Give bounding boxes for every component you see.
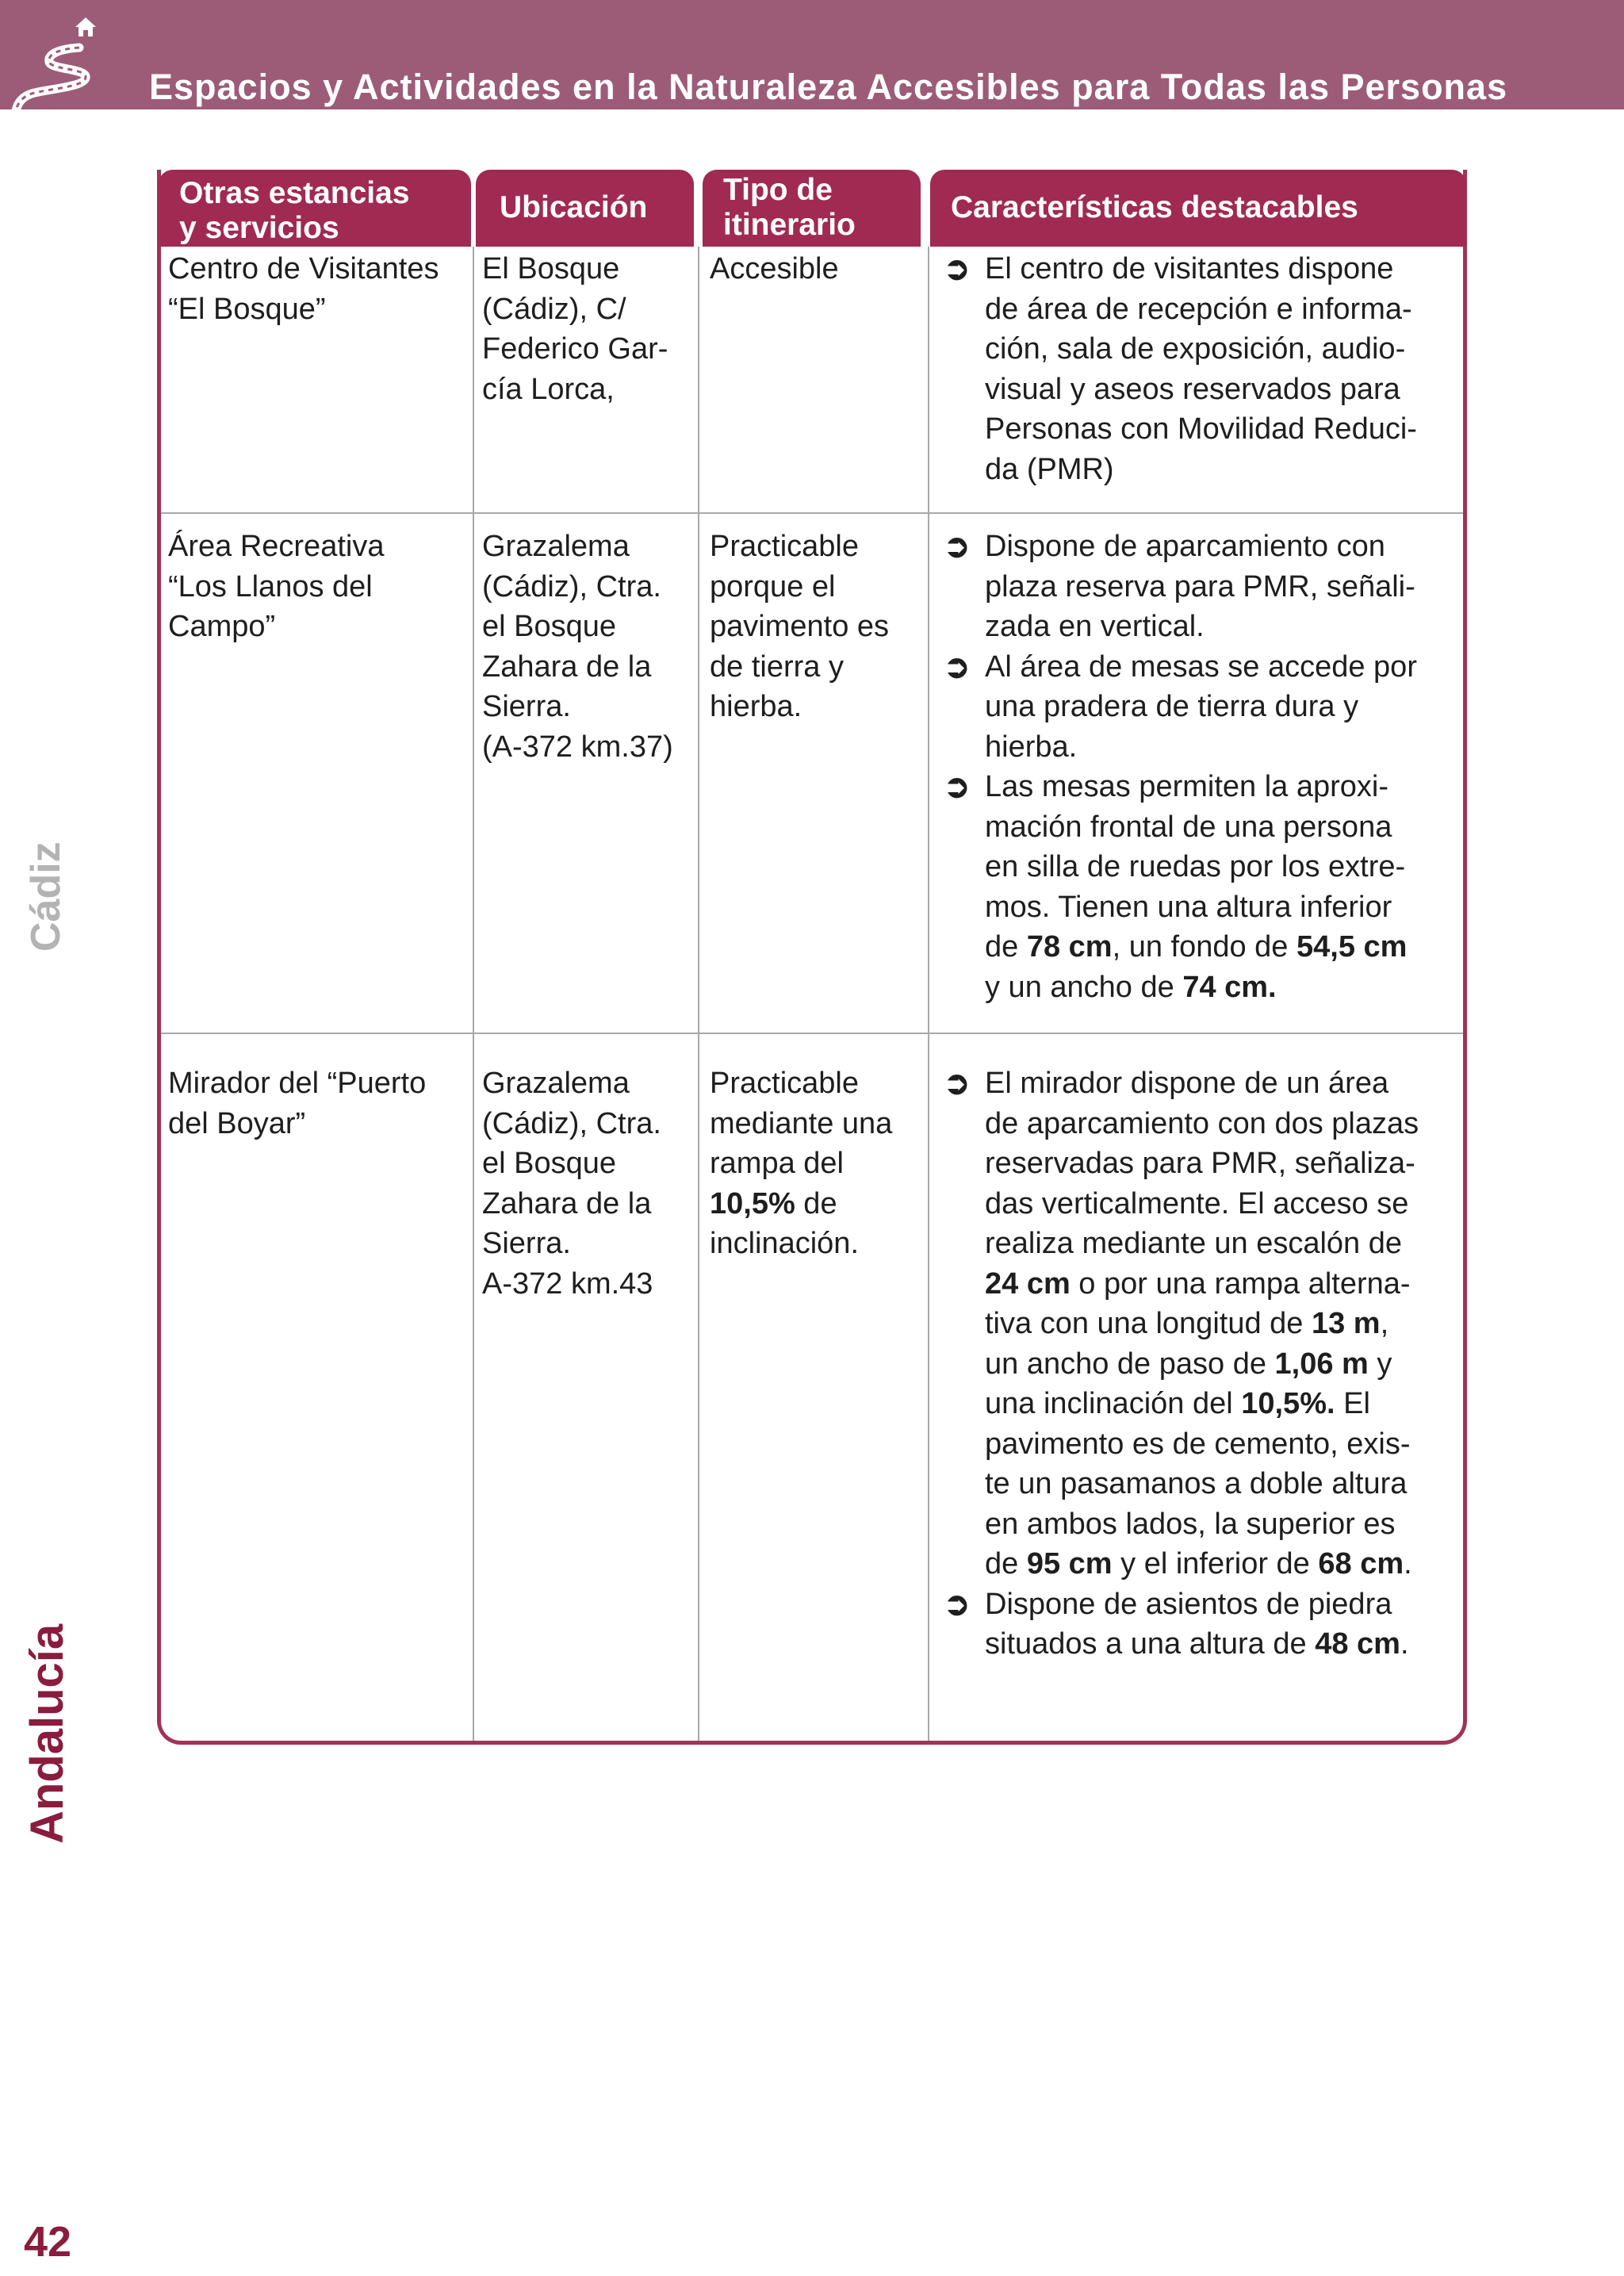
circled-arrow-bullet-icon: ➲ xyxy=(944,529,971,564)
page-number: 42 xyxy=(24,2218,72,2266)
column-divider xyxy=(473,247,474,1741)
column-divider xyxy=(928,247,929,1741)
feature-text: El centro de visitantes dispone de área de recepción e informa- ción, sala de exposición, audio- visual y aseos reservados para Personas con Movilidad Reduci- da (PMR) xyxy=(985,252,1417,486)
feature-text: Dispone de aparcamiento con plaza reserva para PMR, señali- zada en vertical. xyxy=(985,530,1415,643)
feature-text: Al área de mesas se accede por una pradera de tierra dura y hierba. xyxy=(985,649,1417,764)
column-header-features-label: Características destacables xyxy=(951,190,1358,224)
column-header-itinerary-label: Tipo de itinerario xyxy=(723,173,856,242)
table-row-3-location xyxy=(482,1063,696,1304)
circled-arrow-bullet-icon: ➲ xyxy=(944,649,971,684)
table-row-1-itinerary xyxy=(710,249,924,289)
column-header-itinerary xyxy=(703,170,921,247)
winding-path-house-icon xyxy=(0,0,119,119)
circled-arrow-bullet-icon: ➲ xyxy=(944,1586,971,1622)
row-divider xyxy=(161,1033,1463,1034)
cell-text: Accesible xyxy=(710,252,839,285)
circled-arrow-bullet-icon: ➲ xyxy=(944,769,971,804)
row-divider xyxy=(161,512,1463,514)
feature-item xyxy=(944,647,1459,768)
table-row-2-name xyxy=(168,527,476,647)
table-row-3-itinerary xyxy=(710,1063,924,1264)
feature-item xyxy=(944,1584,1459,1665)
feature-item xyxy=(944,527,1459,647)
header-title: Espacios y Actividades en la Naturaleza Accesibles para Todas las Personas xyxy=(149,67,1508,107)
cell-text: Área Recreativa “Los Llanos del Campo” xyxy=(168,530,385,643)
table-row-2-itinerary xyxy=(710,527,924,727)
table-row-3-name xyxy=(168,1063,476,1144)
column-divider xyxy=(698,247,699,1741)
table-row-3-features xyxy=(944,1063,1459,1665)
circled-arrow-bullet-icon: ➲ xyxy=(944,1066,971,1101)
circled-arrow-bullet-icon: ➲ xyxy=(944,251,971,286)
column-header-services xyxy=(159,170,471,247)
cell-text: Practicable mediante una rampa del 10,5% de inclinación. xyxy=(710,1067,893,1260)
column-header-features xyxy=(930,170,1466,247)
cell-text: Practicable porque el pavimento es de tierra y hierba. xyxy=(710,530,890,723)
cell-text: El Bosque (Cádiz), C/ Federico Gar- cía Lorca, xyxy=(482,252,668,406)
cell-text: Centro de Visitantes “El Bosque” xyxy=(168,252,439,326)
feature-item xyxy=(944,249,1459,489)
cell-text: Mirador del “Puerto del Boyar” xyxy=(168,1067,427,1140)
feature-item xyxy=(944,767,1459,1007)
column-header-location-label: Ubicación xyxy=(500,190,648,224)
side-province-label: Cádiz xyxy=(23,841,69,952)
feature-text: Las mesas permiten la aproxi- mación frontal de una persona en silla de ruedas por los extre- mos. Tienen una altura inferior de 78 cm, un fondo de 54,5 cm y un ancho de 74 cm. xyxy=(985,770,1408,1004)
table-row-1-features xyxy=(944,249,1459,489)
cell-text: Grazalema (Cádiz), Ctra. el Bosque Zahara de la Sierra. A-372 km.43 xyxy=(482,1067,661,1301)
column-header-location xyxy=(476,170,694,247)
side-region-label: Andalucía xyxy=(21,1623,73,1844)
feature-text: Dispone de asientos de piedra situados a una altura de 48 cm. xyxy=(985,1587,1409,1661)
table-row-2-location xyxy=(482,527,696,767)
table-row-1-name xyxy=(168,249,476,329)
table-row-2-features xyxy=(944,527,1459,1007)
column-header-services-label: Otras estancias y servicios xyxy=(179,176,410,245)
table-row-1-location xyxy=(482,249,696,409)
feature-text: El mirador dispone de un área de aparcamiento con dos plazas reservadas para PMR, señaliza- das verticalmente. El acceso se realiza mediante un escalón de 24 cm o por una rampa alterna- tiva con una longitud de 13 m, un ancho de paso de 1,06 m y una inclinación del 10,5%. El pavimento es de cemento, exis- te un pasamanos a doble altura en ambos lados, la superior es de 95 cm y el inferior de 68 cm. xyxy=(985,1067,1419,1581)
cell-text: Grazalema (Cádiz), Ctra. el Bosque Zahara de la Sierra. (A-372 km.37) xyxy=(482,530,673,764)
feature-item xyxy=(944,1063,1459,1584)
